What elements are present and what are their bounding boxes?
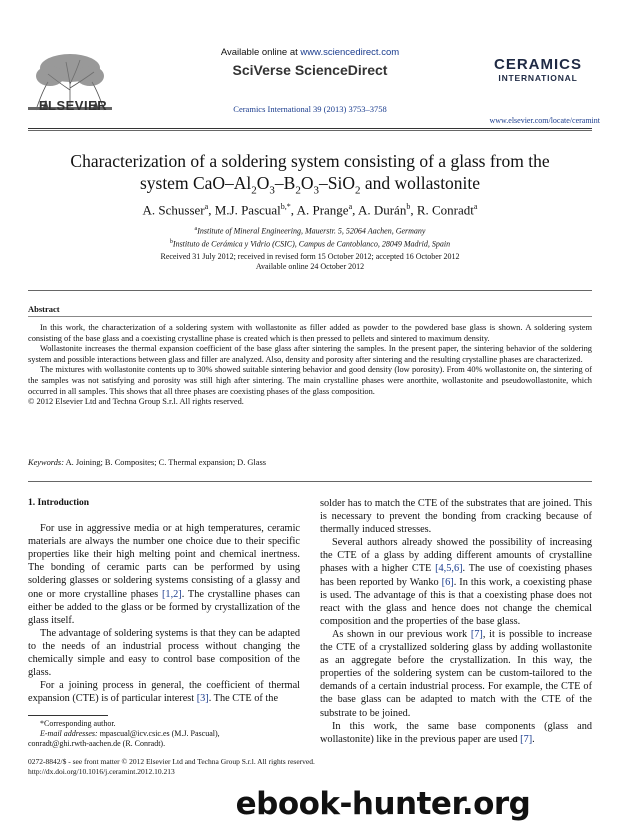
header-rule-thin [28, 130, 592, 131]
affiliation-marker: a [194, 226, 198, 232]
front-matter-line: 0272-8842/$ - see front matter © 2012 Elsevier Ltd and Techna Group S.r.l. All rights reserved. [28, 757, 315, 766]
keywords-text: A. Joining; B. Composites; C. Thermal expansion; D. Glass [63, 458, 266, 467]
title-formula-part: O [256, 173, 270, 193]
journal-logo-line2: INTERNATIONAL [498, 73, 578, 83]
text-run: . In this work, a coexisting phase is used. The advantage of this is that a coexisting phase does not react with the glass and hence does not change the chemical composition and the properties of the base glass. [320, 576, 592, 627]
affiliation-marker: b [169, 238, 173, 245]
body-paragraph: The advantage of soldering systems is that they can be adapted to the needs of an industrial process without changing the chemically simple and easy to control base composition of the glass. [28, 627, 300, 679]
journal-homepage-link[interactable]: www.elsevier.com/locate/ceramint [489, 116, 600, 125]
body-paragraph [28, 522, 300, 627]
text-run: . [532, 733, 535, 745]
email-address[interactable]: conradt@ghi.rwth-aachen.de (R. Conradt). [28, 739, 166, 748]
affiliation-item [40, 224, 580, 237]
journal-citation[interactable]: Ceramics International 39 (2013) 3753–3758 [233, 104, 387, 114]
text-run: . The CTE of the [208, 693, 279, 705]
email-label: E-mail addresses: [40, 729, 98, 738]
body-rule [28, 481, 592, 482]
received-dates: Received 31 July 2012; received in revised form 15 October 2012; accepted 16 October 2012 [160, 252, 460, 261]
title-subscript: 2 [295, 184, 301, 197]
header-rule [28, 128, 592, 129]
title-formula-part: O [300, 173, 314, 193]
affiliation-item [40, 237, 580, 250]
title-subscript: 3 [269, 184, 275, 197]
available-online-line [200, 47, 420, 58]
article-history [40, 252, 580, 272]
citation-link[interactable]: [4,5,6] [435, 563, 463, 575]
text-run: . The crystalline phases can either be added to the glass or be formed by crystallization of the glass itself. [28, 588, 300, 626]
title-formula-part: system CaO–Al [139, 173, 252, 193]
text-run: Several authors already showed the possibility of increasing the CTE of a glass by adding different amounts of crystalline phases with a higher CTE [320, 537, 592, 575]
text-run: As shown in our previous work [332, 628, 471, 640]
title-line1: Characterization of a soldering system consisting of a glass from the [70, 151, 550, 171]
text-run: For use in aggressive media or at high temperatures, ceramic materials are always the number one choice due to their specific properties like their high melting point and chemical inertness. The bonding of ceramic parts can be performed by using soldering glasses or soldering systems consisting of a glassy and one or more crystalline phases [28, 523, 300, 600]
section-heading: 1. Introduction [28, 498, 90, 508]
corresponding-author-footnote [28, 719, 300, 749]
affiliation-text: Instituto de Cerámica y Vidrio (CSIC), Campus de Cantoblanco, 28049 Madrid, Spain [172, 239, 451, 249]
citation-link[interactable]: [7] [470, 628, 483, 640]
body-paragraph [320, 720, 592, 746]
sciencedirect-link[interactable]: www.sciencedirect.com [300, 47, 400, 58]
body-paragraph: solder has to match the CTE of the substrates that are joined. This is necessary to prevent the bonding from cracking because of thermally induced stresses. [320, 498, 592, 536]
title-formula-part: –B [274, 173, 296, 193]
journal-logo [478, 56, 598, 83]
text-run: For a joining process in general, the coefficient of thermal expansion (CTE) is of particular interest [28, 680, 300, 705]
article-title [40, 150, 580, 202]
author-name[interactable]: A. Prange [296, 202, 349, 218]
abstract-paragraph: The mixtures with wollastonite contents up to 30% showed suitable sintering behavior and good density (low porosity). From 40% wollastonite on, the sintering of the samples was not satisfying and porosity was still high after sintering. The main crystalline phases were anorthite, wollastonite and pseudowollastonite, which occurred in all samples. This shows that all three phases are coexisting phases of the glass composition. [28, 365, 592, 396]
front-matter [28, 757, 428, 776]
affiliations [40, 224, 580, 249]
corresponding-author-label: *Corresponding author. [40, 719, 116, 728]
citation-link[interactable]: [7] [520, 733, 533, 745]
author-affiliation-marker: b,* [280, 202, 291, 211]
author-name[interactable]: R. Conradt [416, 202, 474, 218]
abstract-body [28, 323, 592, 408]
author-affiliation-marker: b [406, 202, 411, 211]
author-affiliation-marker: a [348, 202, 353, 211]
body-paragraph [320, 536, 592, 628]
publisher-logo-text: ELSEVIER [38, 98, 108, 113]
citation-link[interactable]: [3] [196, 693, 209, 705]
author-name[interactable]: A. Durán [357, 202, 407, 218]
body-paragraph [320, 628, 592, 720]
body-right-column [320, 497, 592, 746]
abstract-copyright: © 2012 Elsevier Ltd and Techna Group S.r.l. All rights reserved. [28, 397, 244, 407]
keywords-label: Keywords: [28, 458, 64, 467]
keywords [28, 458, 592, 467]
footnote-rule [28, 715, 108, 716]
sciverse-brand: SciVerse ScienceDirect [232, 62, 388, 78]
available-online-label: Available online at [220, 47, 298, 58]
text-run: In this work, the same base components (glass and wollastonite) like in the previous paper are used [320, 720, 592, 745]
title-formula-part: –SiO [319, 173, 355, 193]
author-name[interactable]: M.J. Pascual [214, 202, 281, 218]
email-line [28, 729, 300, 739]
text-run: . The use of coexisting phases has been reported by Wanko [320, 563, 592, 588]
available-online-date: Available online 24 October 2012 [255, 262, 365, 271]
section-rule [28, 290, 592, 291]
affiliation-text: Institute of Mineral Engineering, Mauerstr. 5, 52064 Aachen, Germany [197, 226, 426, 236]
doi-link[interactable]: http://dx.doi.org/10.1016/j.ceramint.2012.10.213 [28, 766, 175, 776]
title-subscript: 3 [313, 184, 319, 197]
text-run: , it is possible to increase the CTE of a crystallized soldering glass by adding wollastonite as an aggregate before the crystallization. In this way, the properties of the soldering system can be custom-tailored to the demands of a certain industrial process. For example, the CTE of the base glass can be adapted to match with the CTE of the substrate to be joined. [320, 628, 592, 719]
citation-link[interactable]: [1,2] [162, 588, 182, 600]
journal-logo-line1: CERAMICS [493, 56, 582, 73]
citation-link[interactable]: [6] [441, 576, 454, 588]
author-affiliation-marker: a [204, 202, 209, 211]
body-paragraph [28, 679, 300, 705]
author-list: A. Schusser$^a$, M.J. Pascual$^{b,*}$, A. Prange$^a$, A. Durán$^b$, R. Conradt$^a$ [142, 202, 478, 218]
title-subscript: 2 [354, 184, 361, 197]
abstract-paragraph: In this work, the characterization of a soldering system with wollastonite as filler added as powder to the powdered base glass is shown. A soldering system consisting of the base glass and a coexisting crystalline phase is created which is then pressed to pellets and sintered to maximum density. [28, 323, 592, 343]
watermark: ebook-hunter.org [235, 786, 531, 822]
title-subscript: 2 [251, 184, 257, 197]
email-address[interactable]: mpascual@icv.csic.es (M.J. Pascual), [97, 729, 220, 738]
author-affiliation-marker: a [473, 202, 478, 211]
body-left-column [28, 497, 300, 705]
abstract-paragraph: Wollastonite increases the thermal expansion coefficient of the base glass after sintering the samples. In the present paper, the sintering behavior of the soldering system and possible interactions between glass and filler are analyzed. Also, density and porosity after sintering and the resulting crystalline phases are characterized. [28, 344, 592, 364]
abstract-heading: Abstract [28, 304, 60, 314]
abstract-rule [28, 316, 592, 317]
author-name[interactable]: A. Schusser [142, 202, 205, 218]
title-formula-part: and wollastonite [360, 173, 481, 193]
